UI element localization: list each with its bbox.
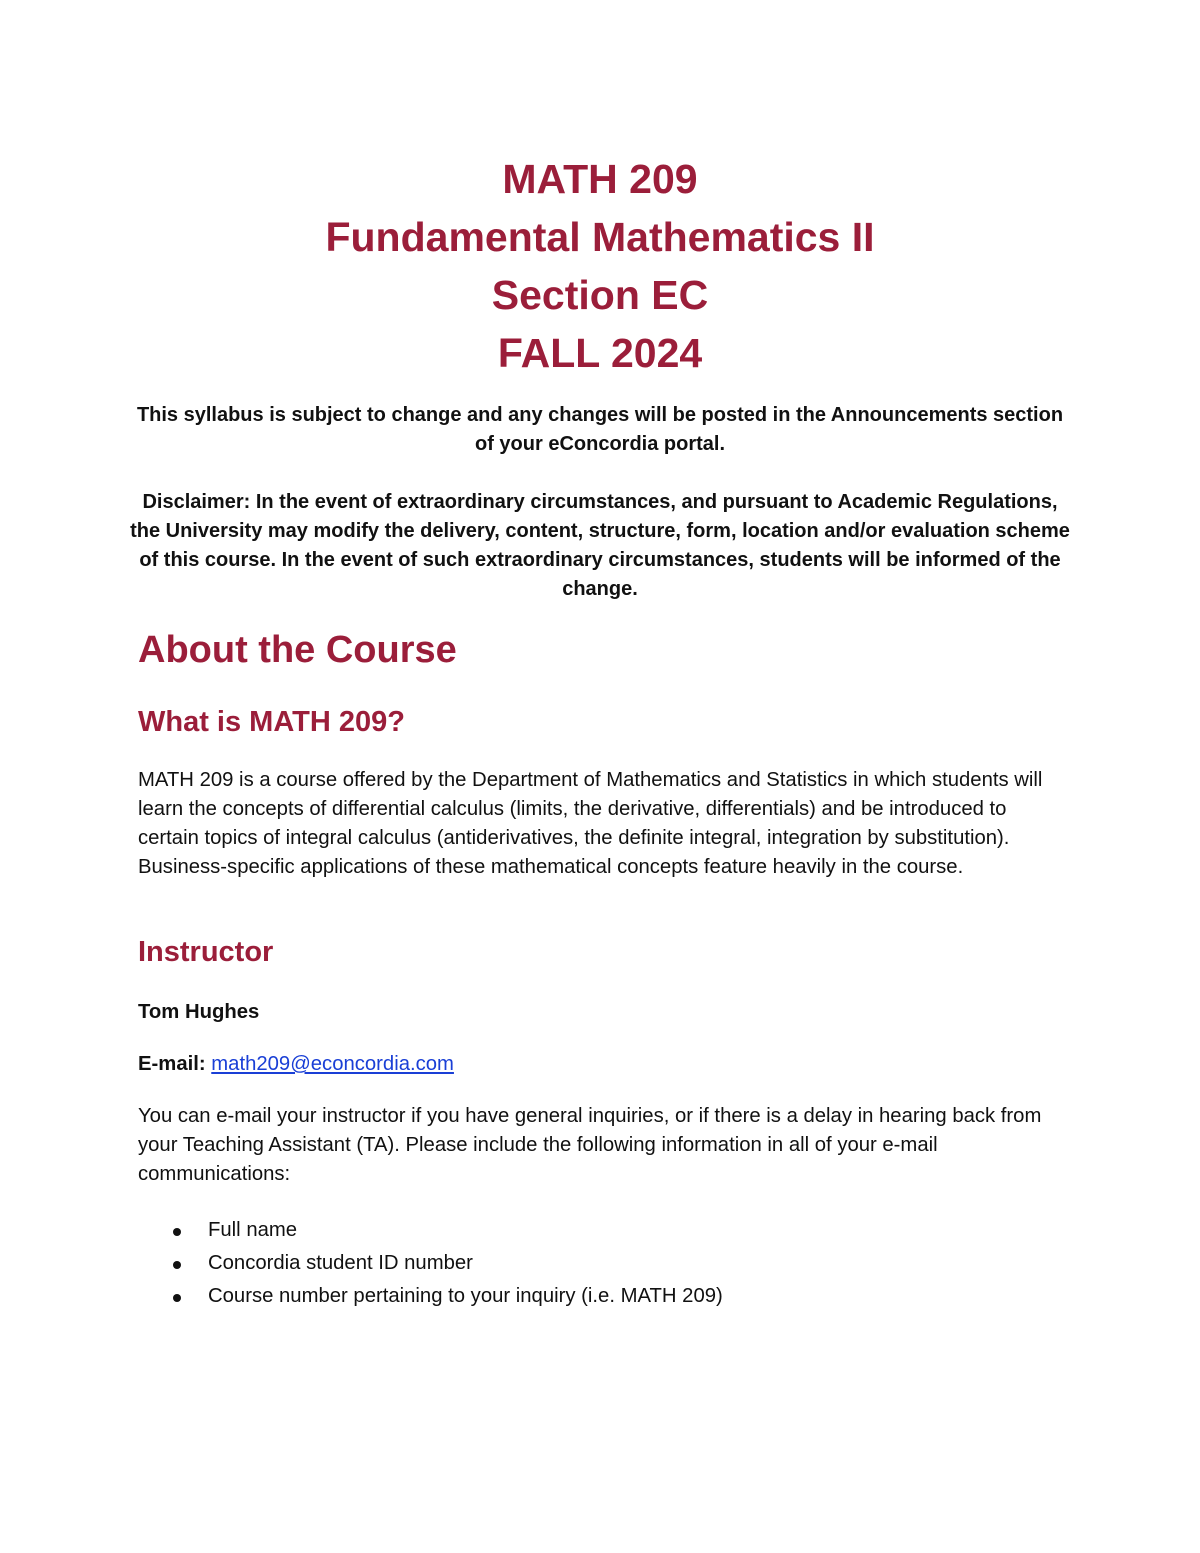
course-code: MATH 209 [502, 156, 698, 202]
list-item-text: Course number pertaining to your inquiry (i.e. MATH 209) [208, 1285, 723, 1307]
course-title-block [0, 150, 1200, 382]
email-link[interactable]: math209@econcordia.com [211, 1053, 454, 1075]
list-item-text: Full name [208, 1219, 298, 1241]
course-name: Fundamental Mathematics II [325, 214, 875, 260]
bullet-icon [173, 1294, 181, 1302]
email-instructions: You can e-mail your instructor if you have general inquiries, or if there is a delay in hearing back from your Teaching Assistant (TA). Please include the following information in all of your e-mail communications: [138, 1105, 1042, 1185]
instructor-name: Tom Hughes [138, 1001, 260, 1023]
about-heading: About the Course [138, 629, 457, 671]
disclaimer-notice: Disclaimer: In the event of extraordinary circumstances, and pursuant to Academic Regulations, the University may modify the delivery, content, structure, form, location and/or evaluation scheme of this course. In the event of such extraordinary circumstances, students will be informed of the change. [130, 491, 1070, 600]
email-label: E-mail: [138, 1053, 206, 1075]
course-section: Section EC [491, 272, 709, 318]
required-info-list [138, 1214, 723, 1313]
instructor-heading: Instructor [138, 936, 274, 968]
course-term: FALL 2024 [497, 330, 703, 376]
list-item [138, 1214, 723, 1247]
list-item [138, 1280, 723, 1313]
list-item-text: Concordia student ID number [208, 1252, 473, 1274]
course-description: MATH 209 is a course offered by the Department of Mathematics and Statistics in which students will learn the concepts of differential calculus (limits, the derivative, differentials) and be introduced to certain topics of integral calculus (antiderivatives, the definite integral, integration by substitution). Business-specific applications of these mathematical concepts feature heavily in the course. [138, 769, 1043, 878]
email-line [138, 1050, 454, 1079]
syllabus-notice: This syllabus is subject to change and any changes will be posted in the Announcements section of your eConcordia portal. [136, 404, 1064, 455]
bullet-icon [173, 1261, 181, 1269]
bullet-icon [173, 1228, 181, 1236]
what-is-heading: What is MATH 209? [138, 706, 405, 738]
list-item [138, 1247, 723, 1280]
